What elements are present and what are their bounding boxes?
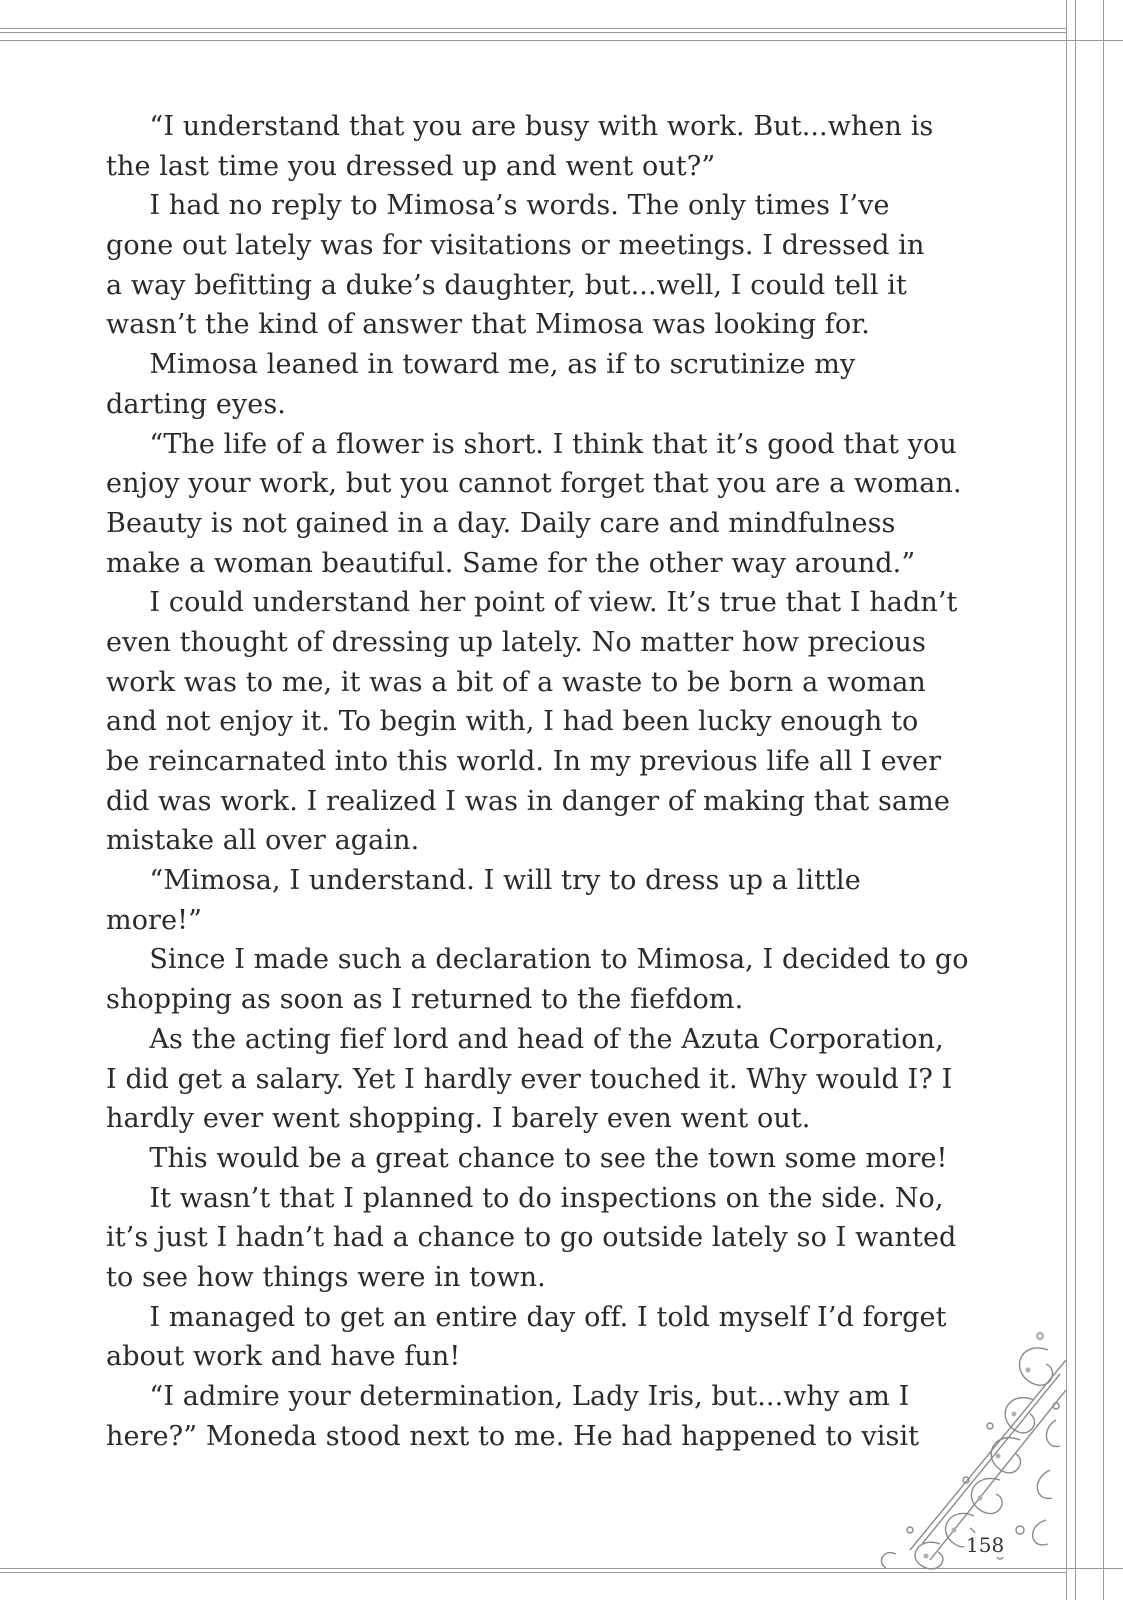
text-line: I managed to get an entire day off. I told myself I’d forget [106, 1301, 947, 1333]
text-line: mistake all over again. [106, 825, 420, 857]
frame-right-rule [1066, 0, 1067, 1600]
text-line: about work and have fun! [106, 1341, 461, 1373]
text-line: work was to me, it was a bit of a waste to be born a woman [106, 666, 926, 698]
text-line: As the acting fief lord and head of the Azuta Corporation, [106, 1023, 944, 1055]
text-line: wasn’t the kind of answer that Mimosa was looking for. [106, 309, 870, 341]
text-line: shopping as soon as I returned to the fiefdom. [106, 984, 744, 1016]
frame-top-rule [0, 40, 1123, 41]
text-line: more!” [106, 904, 202, 936]
frame-top-rule [0, 28, 1066, 29]
text-line: here?” Moneda stood next to me. He had happened to visit [106, 1420, 920, 1452]
text-line: I could understand her point of view. It’s true that I hadn’t [106, 587, 958, 619]
text-line: and not enjoy it. To begin with, I had been lucky enough to [106, 706, 919, 738]
text-line: to see how things were in town. [106, 1261, 546, 1293]
frame-top-rule [0, 32, 1066, 33]
text-line: “I understand that you are busy with work. But...when is [106, 111, 934, 142]
text-line: darting eyes. [106, 388, 286, 420]
text-line: I had no reply to Mimosa’s words. The only times I’ve [106, 190, 890, 222]
text-line: “I admire your determination, Lady Iris, but...why am I [106, 1381, 910, 1412]
frame-bottom-rule [0, 1572, 1066, 1573]
text-line: did was work. I realized I was in danger of making that same [106, 785, 950, 817]
text-line: gone out lately was for visitations or meetings. I dressed in [106, 230, 925, 262]
text-line: This would be a great chance to see the town some more! [106, 1142, 948, 1174]
text-line: even thought of dressing up lately. No matter how precious [106, 626, 926, 658]
frame-right-rule [1075, 0, 1076, 1600]
text-line: “The life of a flower is short. I think that it’s good that you [106, 428, 957, 460]
text-line: It wasn’t that I planned to do inspections on the side. No, [106, 1182, 944, 1214]
text-line: Beauty is not gained in a day. Daily care and mindfulness [106, 507, 896, 539]
text-line: a way befitting a duke’s daughter, but...well, I could tell it [106, 269, 907, 301]
text-line: make a woman beautiful. Same for the other way around.” [106, 547, 916, 579]
text-line: I did get a salary. Yet I hardly ever touched it. Why would I? I [106, 1063, 953, 1095]
frame-right-rule [1103, 0, 1104, 1600]
text-line: the last time you dressed up and went out?” [106, 150, 716, 182]
text-line: hardly ever went shopping. I barely even went out. [106, 1103, 811, 1135]
page-number: 158 [966, 1533, 1005, 1557]
body-text [106, 107, 1006, 1456]
text-line: enjoy your work, but you cannot forget that you are a woman. [106, 468, 962, 500]
text-line: it’s just I hadn’t had a chance to go outside lately so I wanted [106, 1222, 957, 1254]
text-line: Since I made such a declaration to Mimosa, I decided to go [106, 944, 969, 976]
text-line: Mimosa leaned in toward me, as if to scrutinize my [106, 349, 856, 381]
text-line: “Mimosa, I understand. I will try to dress up a little [106, 865, 861, 897]
text-line: be reincarnated into this world. In my previous life all I ever [106, 746, 942, 777]
